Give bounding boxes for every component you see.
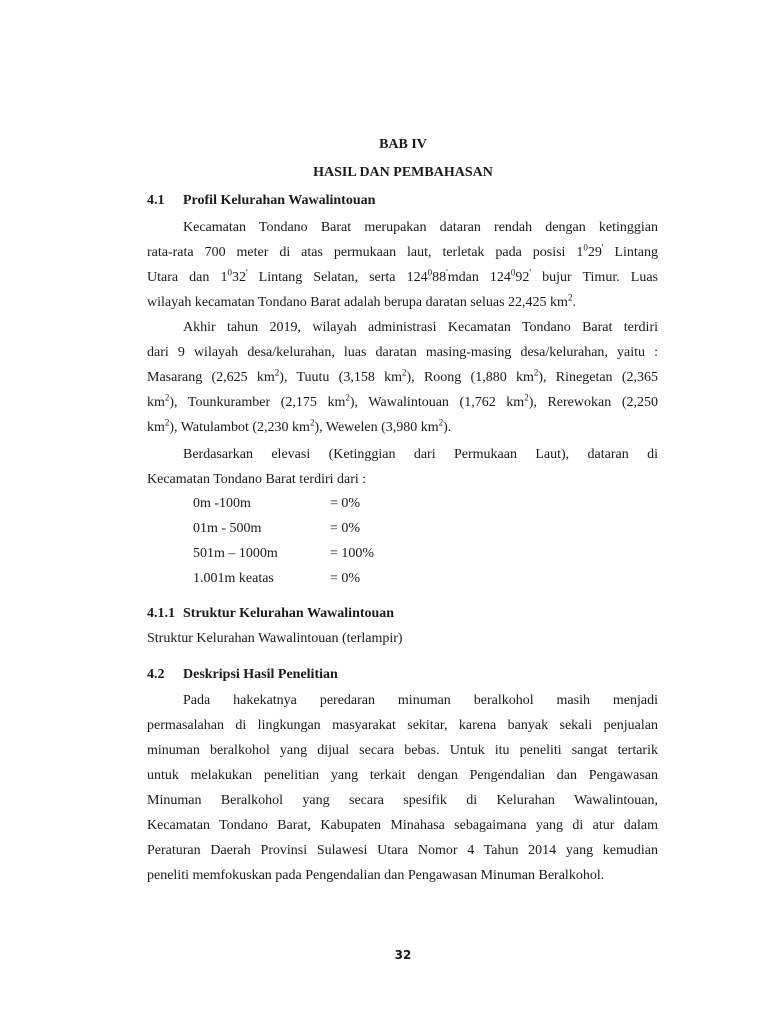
section-4-1-title: Profil Kelurahan Wawalintouan: [183, 193, 376, 208]
para-line: untuk melakukan penelitian yang terkait dengan Pengendalian dan Pengawasan: [147, 768, 658, 783]
paragraph-elevation: [147, 442, 658, 492]
section-4-1-number: 4.1: [147, 193, 165, 208]
para-line: minuman beralkohol yang dijual secara bebas. Untuk itu peneliti sangat tertarik: [147, 743, 658, 758]
para-line: peneliti memfokuskan pada Pengendalian dan Pengawasan Minuman Beralkohol.: [147, 868, 605, 883]
section-4-2-number: 4.2: [147, 667, 165, 682]
para-line: Peraturan Daerah Provinsi Sulawesi Utara Nomor 4 Tahun 2014 yang kemudian: [147, 843, 658, 858]
page-number: 32: [394, 948, 412, 962]
para-line: dari 9 wilayah desa/kelurahan, luas daratan masing-masing desa/kelurahan, yaitu :: [147, 345, 658, 360]
para-line: $km^2$), Watulambot (2,230 $km^2$), Wewelen (3,980 $km^2$).: [147, 417, 452, 435]
para-line: Kecamatan Tondano Barat merupakan dataran rendah dengan ketinggian: [183, 220, 658, 235]
para-line: Akhir tahun 2019, wilayah administrasi Kecamatan Tondano Barat terdiri: [183, 320, 658, 335]
section-4-1-1-text: Struktur Kelurahan Wawalintouan (terlampir): [147, 631, 403, 646]
para-line: wilayah kecamatan Tondano Barat adalah berupa daratan seluas 22,425 $km^2$.: [147, 292, 576, 310]
elevation-row: 01m - 500m = 0%: [193, 521, 361, 536]
paragraph-location: [147, 215, 658, 315]
section-4-2-title: Deskripsi Hasil Penelitian: [183, 667, 338, 682]
para-line: rata-rata 700 meter di atas permukaan laut, terletak pada posisi $1^029'$ Lintang: [147, 242, 658, 260]
section-4-1-1-title: Struktur Kelurahan Wawalintouan: [183, 606, 395, 621]
para-line: Kecamatan Tondano Barat, Kabupaten Minahasa sebagaimana yang di atur dalam: [147, 818, 658, 833]
para-line: permasalahan di lingkungan masyarakat sekitar, karena banyak sekali penjualan: [147, 718, 658, 733]
para-line: Berdasarkan elevasi (Ketinggian dari Permukaan Laut), dataran di: [183, 447, 658, 462]
chapter-title: HASIL DAN PEMBAHASAN: [313, 165, 493, 180]
para-line: Utara dan $1^032'$ Lintang Selatan, serta $124^088'mdan$ $124^092'$ bujur Timur. Luas: [147, 267, 659, 285]
para-line: Minuman Beralkohol yang secara spesifik di Kelurahan Wawalintouan,: [147, 793, 658, 808]
para-line: Kecamatan Tondano Barat terdiri dari :: [147, 472, 367, 487]
paragraph-description: [147, 688, 658, 888]
chapter-label: BAB IV: [379, 137, 427, 152]
elevation-row: 1.001m keatas = 0%: [193, 571, 361, 586]
section-4-1-1-number: 4.1.1: [147, 606, 175, 621]
elevation-row: 501m – 1000m = 100%: [193, 546, 375, 561]
paragraph-villages: [147, 315, 658, 440]
para-line: $km^2$), Tounkuramber (2,175 $km^2$), Wawalintouan (1,762 $km^2$), Rerewokan (2,250: [147, 392, 658, 410]
para-line: Pada hakekatnya peredaran minuman beralkohol masih menjadi: [183, 693, 658, 708]
para-line: Masarang (2,625 $km^2$), Tuutu (3,158 $km^2$), Roong (1,880 $km^2$), Rinegetan (2,365: [147, 367, 658, 385]
elevation-row: 0m -100m = 0%: [193, 496, 361, 511]
